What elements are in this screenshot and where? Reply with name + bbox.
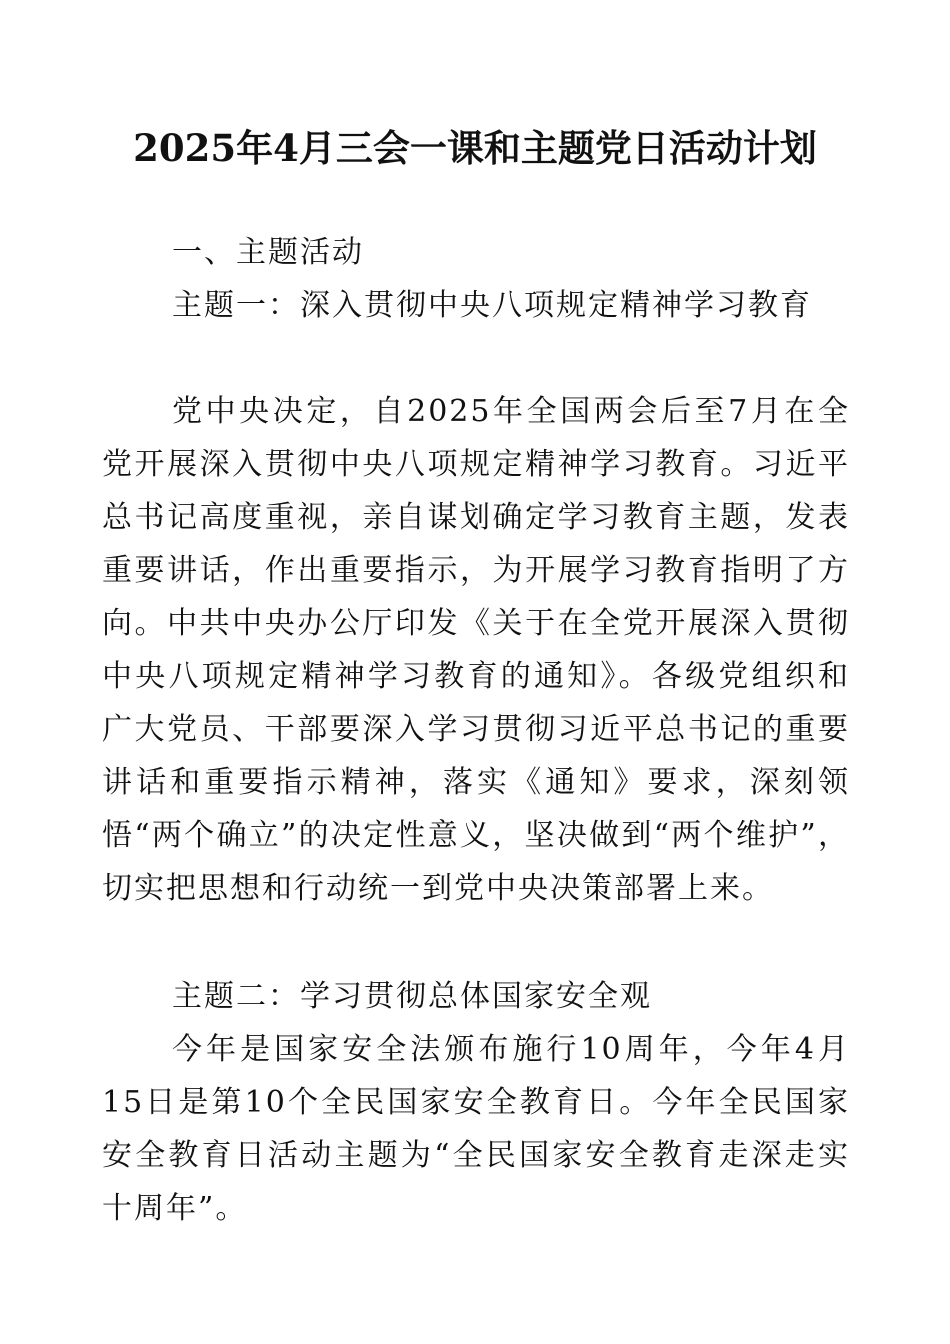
document-title: 2025年4月三会一课和主题党日活动计划 — [133, 126, 817, 170]
section-heading: 一、主题活动 — [172, 235, 364, 270]
theme1-paragraph: 党中央决定，自2025年全国两会后至7月在全党开展深入贯彻中央八项规定精神学习教育。习近平总书记高度重视，亲自谋划确定学习教育主题，发表重要讲话，作出重要指示，为开展学习教育指明了方向。中共中央办公厅印发《关于在全党开展深入贯彻中央八项规定精神学习教育的通知》。各级党组织和广大党员、干部要深入学习贯彻习近平总书记的重要讲话和重要指示精神，落实《通知》要求，深刻领悟“两个确立”的决定性意义，坚决做到“两个维护”，切实把思想和行动统一到党中央决策部署上来。 — [102, 394, 850, 906]
theme1-title: 主题一：深入贯彻中央八项规定精神学习教育 — [172, 288, 812, 323]
theme2-paragraph: 今年是国家安全法颁布施行10周年，今年4月15日是第10个全民国家安全教育日。今年全民国家安全教育日活动主题为“全民国家安全教育走深走实十周年”。 — [102, 1032, 850, 1226]
theme2-title: 主题二：学习贯彻总体国家安全观 — [172, 979, 652, 1014]
